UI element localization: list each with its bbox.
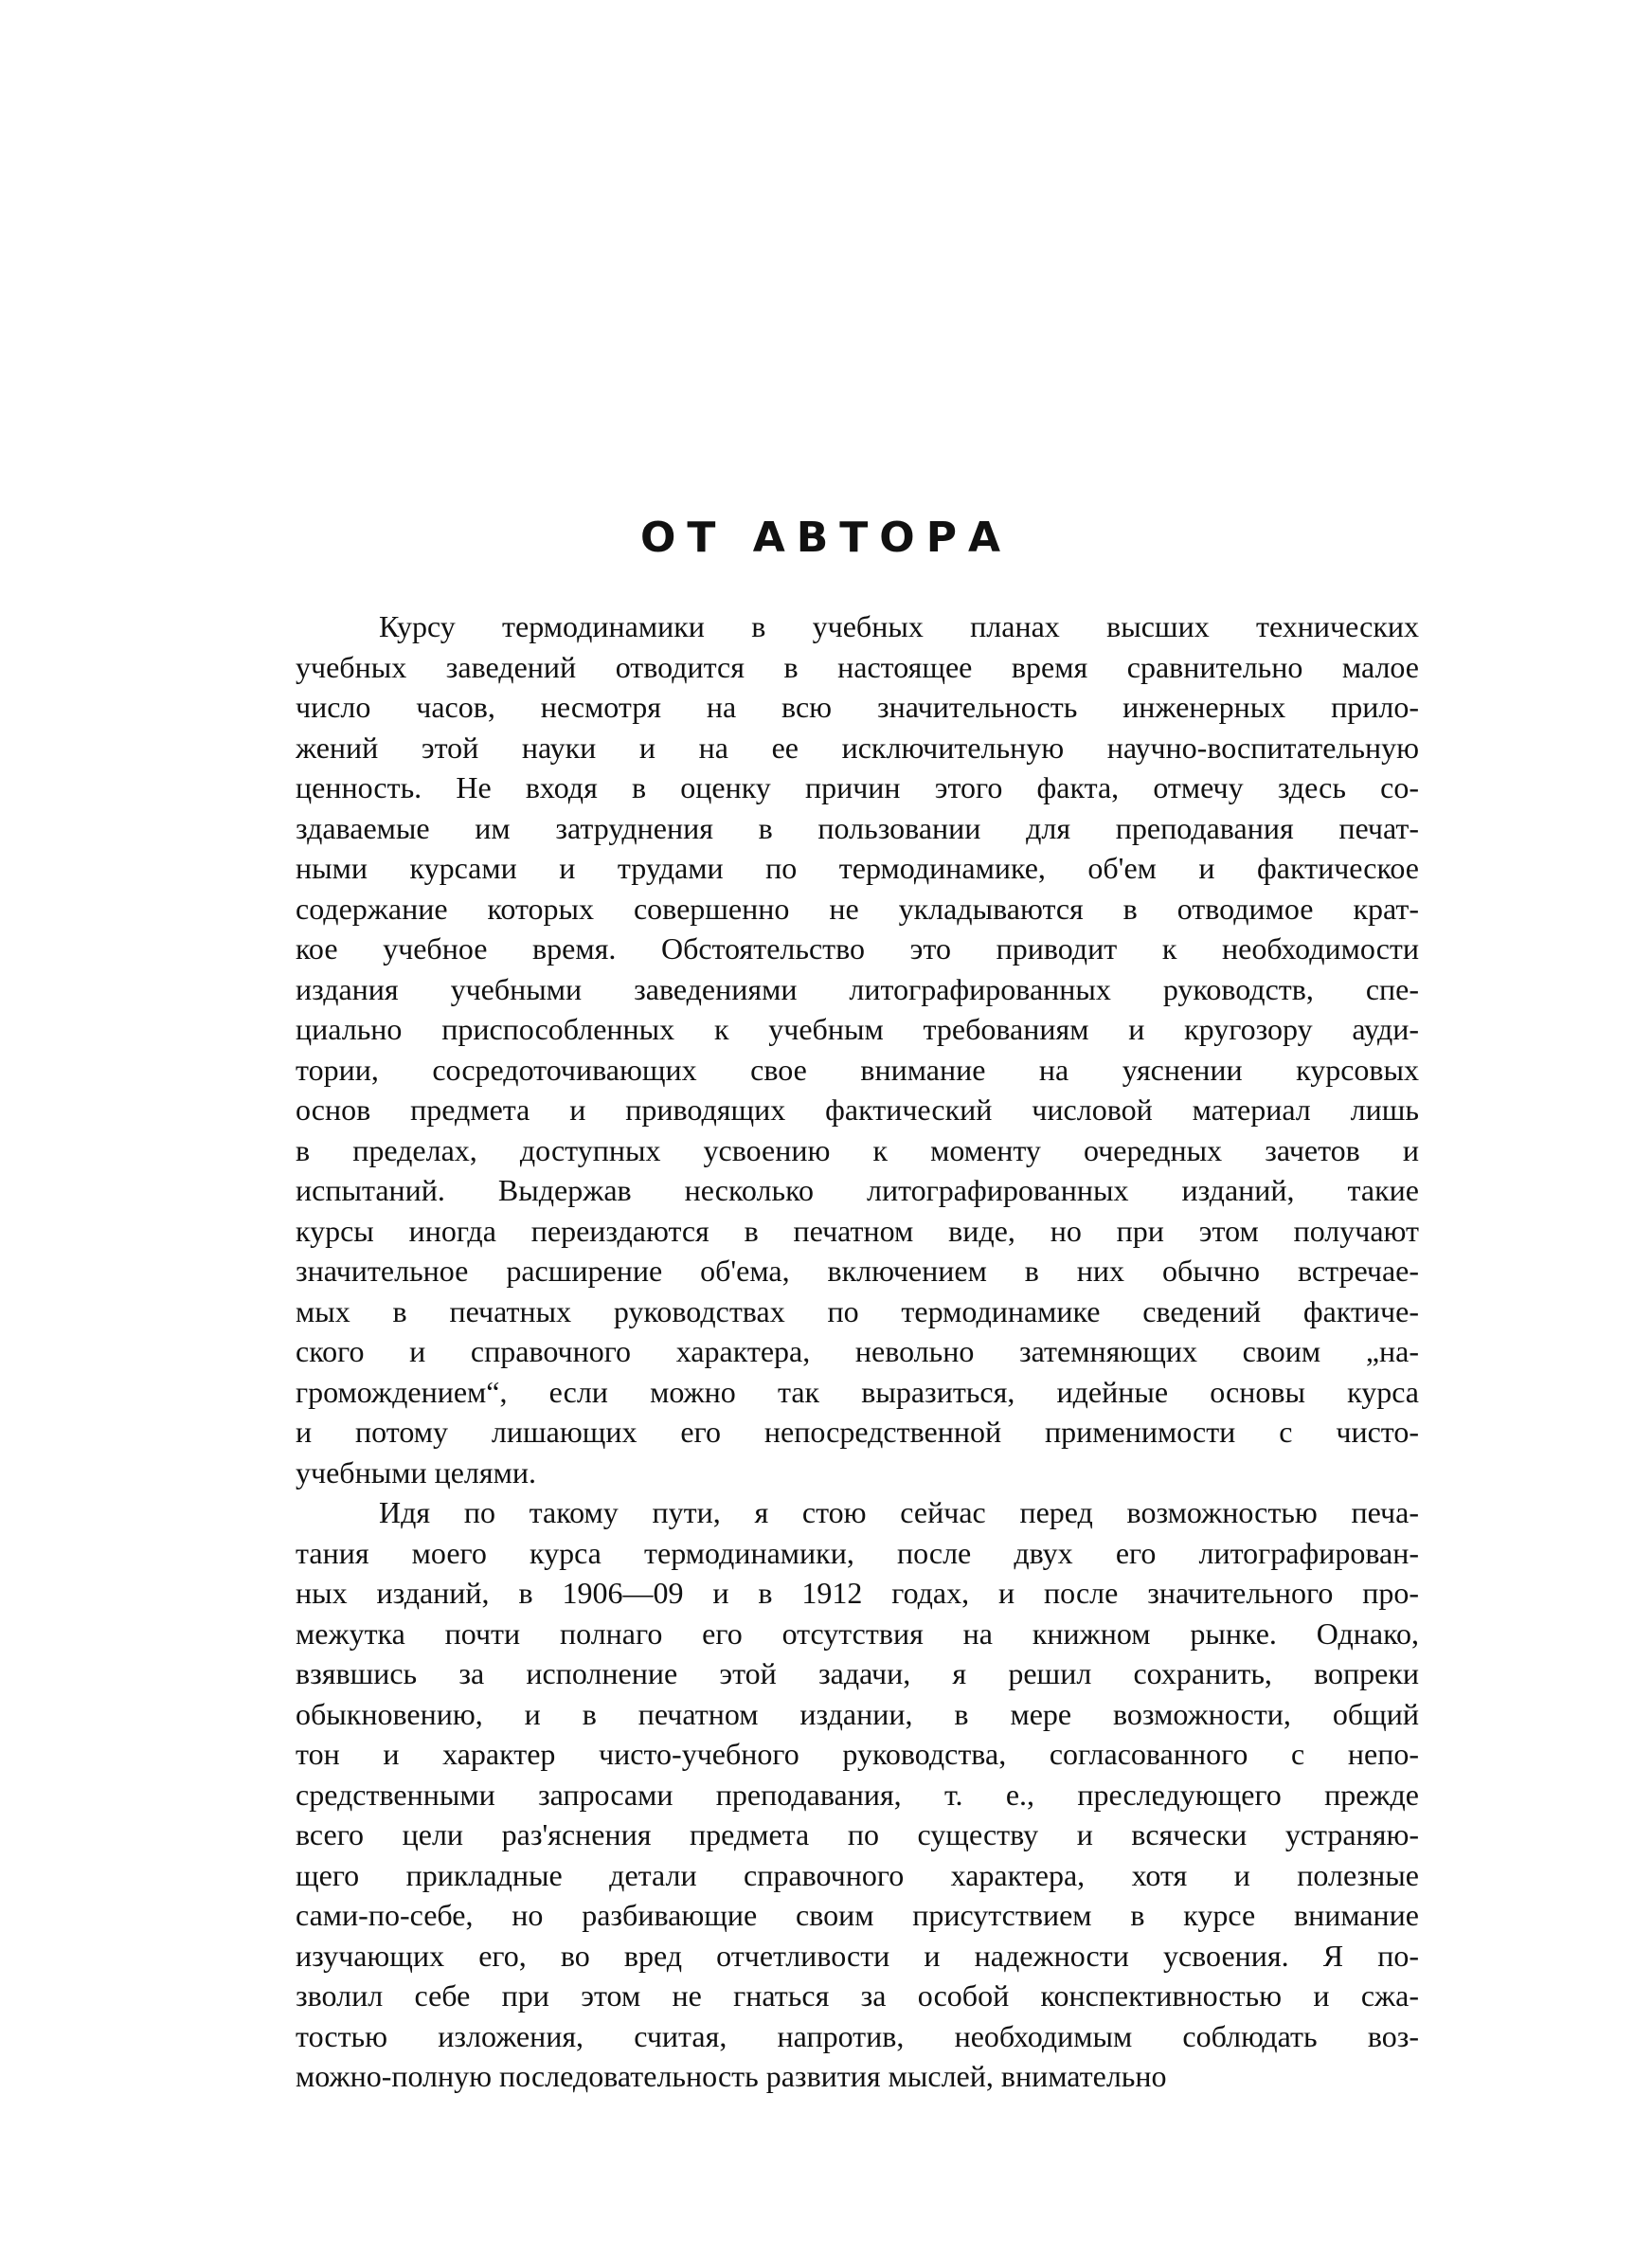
text-line: основ предмета и приводящих фактический числовой материал лишь bbox=[296, 1092, 1419, 1127]
text-line: зволил себе при этом не гнаться за особой конспективностью и сжа- bbox=[296, 1978, 1419, 2013]
text-line: и потому лишающих его непосредственной применимости с чисто- bbox=[296, 1415, 1419, 1449]
text-line: в пределах, доступных усвоению к моменту очередных зачетов и bbox=[296, 1132, 1419, 1167]
text-line: громождением“, если можно так выразиться, идейные основы курса bbox=[296, 1374, 1419, 1409]
text-line: учебных заведений отводится в настоящее время сравнительно малое bbox=[296, 649, 1419, 684]
text-line: сами-по-себе, но разбивающие своим присутствием в курсе внимание bbox=[296, 1898, 1419, 1932]
text-line: здаваемые им затруднения в пользовании для преподавания печат- bbox=[296, 810, 1419, 845]
text-line: Идя по такому пути, я стою сейчас перед возможностью печа- bbox=[379, 1495, 1419, 1529]
text-line: курсы иногда переиздаются в печатном виде, но при этом получают bbox=[296, 1213, 1419, 1248]
text-line: значительное расширение об'ема, включением в них обычно встречае- bbox=[296, 1254, 1419, 1288]
text-line: тостью изложения, считая, напротив, необходимым соблюдать воз- bbox=[296, 2018, 1419, 2053]
text-line: содержание которых совершенно не укладываются в отводимое крат- bbox=[296, 891, 1419, 926]
text-line: циально приспособленных к учебным требованиям и кругозору ауди- bbox=[296, 1012, 1419, 1046]
text-line: взявшись за исполнение этой задачи, я решил сохранить, вопреки bbox=[296, 1656, 1419, 1690]
text-line: издания учебными заведениями литографированных руководств, спе- bbox=[296, 971, 1419, 1006]
text-line: учебными целями. bbox=[296, 1454, 536, 1490]
text-line: ского и справочного характера, невольно затемняющих своим „на- bbox=[296, 1334, 1419, 1368]
text-line: средственными запросами преподавания, т. е., преследующего прежде bbox=[296, 1777, 1419, 1812]
text-line: жений этой науки и на ее исключительную научно-воспитательную bbox=[296, 730, 1419, 765]
text-line: всего цели раз'яснения предмета по существу и всячески устраняю- bbox=[296, 1817, 1419, 1851]
text-line: тон и характер чисто-учебного руководства, согласованного с непо- bbox=[296, 1737, 1419, 1771]
text-line: обыкновению, и в печатном издании, в мере возможности, общий bbox=[296, 1696, 1419, 1731]
page-title: ОТ АВТОРА bbox=[639, 514, 1013, 562]
body-text bbox=[296, 606, 1419, 2097]
text-line: тории, сосредоточивающих свое внимание на уяснении курсовых bbox=[296, 1052, 1419, 1087]
text-line: изучающих его, во вред отчетливости и надежности усвоения. Я по- bbox=[296, 1938, 1419, 1973]
text-line: число часов, несмотря на всю значительность инженерных прило- bbox=[296, 690, 1419, 724]
text-line: межутка почти полнаго его отсутствия на книжном рынке. Однако, bbox=[296, 1616, 1419, 1651]
text-line: щего прикладные детали справочного характера, хотя и полезные bbox=[296, 1857, 1419, 1892]
text-line: ценность. Не входя в оценку причин этого факта, отмечу здесь со- bbox=[296, 770, 1419, 804]
text-line: Курсу термодинамики в учебных планах высших технических bbox=[379, 609, 1419, 643]
text-line: испытаний. Выдержав несколько литографированных изданий, такие bbox=[296, 1173, 1419, 1207]
text-line: ными курсами и трудами по термодинамике, об'ем и фактическое bbox=[296, 851, 1419, 885]
text-line: кое учебное время. Обстоятельство это приводит к необходимости bbox=[296, 931, 1419, 966]
text-line: мых в печатных руководствах по термодинамике сведений фактиче- bbox=[296, 1293, 1419, 1328]
text-line: тания моего курса термодинамики, после двух его литографирован- bbox=[296, 1535, 1419, 1570]
text-line: ных изданий, в 1906—09 и в 1912 годах, и после значительного про- bbox=[296, 1576, 1419, 1610]
text-line: можно-полную последовательность развития мыслей, внимательно bbox=[296, 2059, 1167, 2093]
